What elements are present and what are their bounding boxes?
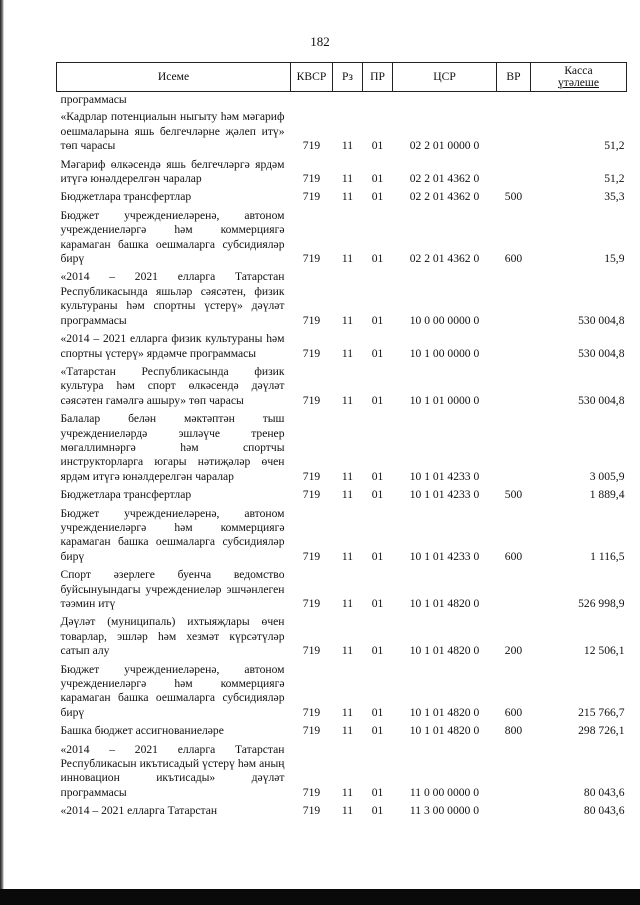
cell-name: Спорт әзерлеге буенча ведомство буйсынуындагы учреждениеләр эшчәнлеген тәэмин итү bbox=[60, 568, 285, 610]
scan-edge-left bbox=[0, 0, 4, 905]
cell-vr bbox=[497, 363, 531, 410]
cell-csr bbox=[393, 92, 497, 109]
cell-pr: 01 bbox=[371, 804, 384, 818]
cell-name: программасы bbox=[60, 93, 127, 106]
table-row bbox=[57, 486, 627, 504]
cell-pr: 01 bbox=[371, 644, 384, 658]
cell-pr: 01 bbox=[371, 705, 384, 719]
header-kassa-line1: Касса bbox=[564, 64, 593, 77]
page-number: 182 bbox=[310, 34, 330, 49]
cell-amount: 15,9 bbox=[604, 252, 625, 266]
table-row bbox=[57, 156, 627, 189]
cell-rz: 11 bbox=[341, 252, 354, 266]
cell-csr: 10 1 01 0000 0 bbox=[409, 393, 480, 407]
cell-name: Бюджетлара трансфертлар bbox=[60, 190, 192, 204]
cell-csr: 10 1 01 4233 0 bbox=[409, 469, 480, 483]
cell-vr: 600 bbox=[504, 252, 523, 266]
cell-csr: 02 2 01 4362 0 bbox=[409, 190, 480, 204]
scan-edge-bottom bbox=[0, 889, 640, 905]
cell-rz: 11 bbox=[341, 313, 354, 327]
cell-kvsr: 719 bbox=[302, 597, 321, 610]
cell-kvsr: 719 bbox=[302, 705, 321, 719]
cell-csr: 10 0 00 0000 0 bbox=[409, 313, 480, 327]
cell-amount: 80 043,6 bbox=[583, 785, 625, 799]
cell-name: «2014 – 2021 елларга Татарстан Республикасын икътисадый үстерү һәм аның инновацион икътисады» дәүләт программасы bbox=[60, 742, 285, 799]
cell-rz: 11 bbox=[341, 705, 354, 719]
table-row bbox=[57, 207, 627, 269]
cell-amount: 530 004,8 bbox=[578, 346, 625, 360]
cell-kvsr: 719 bbox=[302, 393, 321, 407]
cell-pr: 01 bbox=[371, 549, 384, 563]
cell-amount: 298 726,1 bbox=[578, 724, 625, 738]
cell-pr: 01 bbox=[371, 393, 384, 407]
cell-csr: 02 2 01 4362 0 bbox=[409, 172, 480, 186]
cell-name: Мәгариф өлкәсендә яшь белгечләргә ярдәм итүгә юнәлдерелгән чаралар bbox=[60, 157, 285, 186]
cell-name: «2014 – 2021 елларга Татарстан bbox=[60, 804, 218, 818]
header-pr: ПР bbox=[363, 63, 393, 92]
cell-vr: 600 bbox=[504, 705, 523, 719]
table-row bbox=[57, 722, 627, 740]
cell-rz: 11 bbox=[341, 804, 354, 818]
cell-name: Балалар белән мәктәптән тыш учреждениеләрдә эшләүче тренер мөгаллимнәргә һәм спортчы инструкторларга югары нәтиҗәләр өчен ярдәм итүгә юнәлдерелгән чаралар bbox=[60, 412, 285, 483]
cell-kvsr: 719 bbox=[302, 804, 321, 818]
header-kassa-line2: үтәлеше bbox=[557, 76, 599, 89]
table-row bbox=[57, 566, 627, 613]
cell-kvsr: 719 bbox=[302, 549, 321, 563]
header-kassa bbox=[531, 63, 627, 92]
cell-pr: 01 bbox=[371, 488, 384, 502]
cell-name: Башка бюджет ассигнованиеләре bbox=[60, 724, 224, 738]
cell-kvsr: 719 bbox=[302, 252, 321, 266]
cell-rz: 11 bbox=[341, 172, 354, 186]
table-row bbox=[57, 741, 627, 803]
cell-rz: 11 bbox=[341, 549, 354, 563]
cell-amount: 215 766,7 bbox=[578, 705, 625, 719]
cell-pr: 01 bbox=[371, 469, 384, 483]
cell-csr: 11 3 00 0000 0 bbox=[409, 804, 480, 818]
cell-vr bbox=[497, 92, 531, 109]
cell-amount: 12 506,1 bbox=[583, 644, 625, 658]
table-body bbox=[57, 92, 627, 821]
cell-rz bbox=[333, 92, 363, 109]
cell-csr: 10 1 01 4820 0 bbox=[409, 705, 480, 719]
cell-amount: 530 004,8 bbox=[578, 313, 625, 327]
cell-vr: 500 bbox=[504, 190, 523, 204]
cell-name: Бюджет учреждениеләренә, автоном учреждениеләргә һәм коммерциягә карамаган башка оешмаларга субсидияләр бирү bbox=[60, 208, 285, 266]
cell-pr: 01 bbox=[371, 139, 384, 153]
table-row bbox=[57, 268, 627, 330]
cell-rz: 11 bbox=[341, 393, 354, 407]
table-row bbox=[57, 661, 627, 723]
cell-vr bbox=[497, 741, 531, 803]
cell-vr: 200 bbox=[504, 644, 523, 658]
cell-rz: 11 bbox=[341, 469, 354, 483]
cell-amount: 51,2 bbox=[604, 139, 625, 153]
cell-rz: 11 bbox=[341, 597, 354, 610]
cell-kvsr bbox=[291, 92, 333, 109]
cell-csr: 10 1 01 4233 0 bbox=[409, 549, 480, 563]
cell-pr: 01 bbox=[371, 252, 384, 266]
cell-csr: 11 0 00 0000 0 bbox=[409, 785, 480, 799]
cell-csr: 02 2 01 4362 0 bbox=[409, 252, 480, 266]
cell-name: «2014 – 2021 елларга физик культураны һәм спортны үстерү» ярдәмче программасы bbox=[60, 332, 285, 360]
table-row bbox=[57, 92, 627, 109]
cell-name: «Татарстан Республикасында физик культура һәм спорт өлкәсендә дәүләт сәясәтен гамәлгә ашыру» төп чарасы bbox=[60, 364, 285, 407]
cell-amount: 35,3 bbox=[604, 190, 625, 204]
cell-kvsr: 719 bbox=[302, 724, 321, 738]
cell-csr: 10 1 01 4820 0 bbox=[409, 597, 480, 610]
cell-csr: 10 1 00 0000 0 bbox=[409, 346, 480, 360]
cell-amount: 1 889,4 bbox=[589, 488, 625, 502]
table-row bbox=[57, 363, 627, 410]
cell-csr: 02 2 01 0000 0 bbox=[409, 139, 480, 153]
cell-amount: 1 116,5 bbox=[590, 549, 625, 563]
cell-amount: 526 998,9 bbox=[578, 597, 625, 610]
table-row bbox=[57, 613, 627, 660]
cell-vr bbox=[497, 268, 531, 330]
cell-rz: 11 bbox=[341, 190, 354, 204]
cell-pr: 01 bbox=[371, 313, 384, 327]
table-row bbox=[57, 188, 627, 206]
cell-vr bbox=[497, 566, 531, 613]
cell-name: «Кадрлар потенциалын ныгыту һәм мәгариф оешмаларына яшь белгечләрне җәлеп итү» төп чарасы bbox=[60, 110, 285, 153]
cell-kvsr: 719 bbox=[302, 644, 321, 658]
table-row bbox=[57, 410, 627, 486]
cell-rz: 11 bbox=[341, 644, 354, 658]
table-row bbox=[57, 505, 627, 567]
cell-amount: 3 005,9 bbox=[589, 469, 625, 483]
cell-name: Бюджетлара трансфертлар bbox=[60, 488, 192, 502]
cell-kvsr: 719 bbox=[302, 172, 321, 186]
cell-pr: 01 bbox=[371, 346, 384, 360]
cell-pr: 01 bbox=[371, 190, 384, 204]
table-row bbox=[57, 108, 627, 155]
cell-kvsr: 719 bbox=[302, 785, 321, 799]
table-header bbox=[57, 63, 627, 92]
cell-pr: 01 bbox=[371, 172, 384, 186]
header-csr: ЦСР bbox=[393, 63, 497, 92]
cell-vr: 800 bbox=[504, 724, 523, 738]
budget-table bbox=[56, 62, 627, 821]
cell-csr: 10 1 01 4820 0 bbox=[409, 644, 480, 658]
cell-kvsr: 719 bbox=[302, 346, 321, 360]
cell-rz: 11 bbox=[341, 346, 354, 360]
cell-kvsr: 719 bbox=[302, 190, 321, 204]
cell-name: «2014 – 2021 елларга Татарстан Республикасында яшьләр сәясәтен, физик культураны һәм спортны үстерү» дәүләт программасы bbox=[60, 270, 285, 327]
cell-kvsr: 719 bbox=[302, 469, 321, 483]
header-name: Исеме bbox=[57, 63, 291, 92]
cell-pr: 01 bbox=[371, 724, 384, 738]
cell-rz: 11 bbox=[341, 139, 354, 153]
cell-amount: 51,2 bbox=[604, 172, 625, 186]
header-kvsr: КВСР bbox=[291, 63, 333, 92]
cell-csr: 10 1 01 4233 0 bbox=[409, 488, 480, 502]
cell-amount: 80 043,6 bbox=[583, 804, 625, 818]
cell-rz: 11 bbox=[341, 785, 354, 799]
cell-amount bbox=[531, 92, 627, 109]
cell-amount: 530 004,8 bbox=[578, 393, 625, 407]
cell-vr: 500 bbox=[504, 488, 523, 502]
cell-pr: 01 bbox=[371, 597, 384, 610]
cell-vr bbox=[497, 410, 531, 486]
table-row bbox=[57, 330, 627, 363]
cell-vr bbox=[497, 802, 531, 820]
table-row bbox=[57, 802, 627, 820]
cell-vr: 600 bbox=[504, 549, 523, 563]
cell-kvsr: 719 bbox=[302, 139, 321, 153]
cell-name: Бюджет учреждениеләренә, автоном учреждениеләргә һәм коммерциягә карамаган башка оешмаларга субсидияләр бирү bbox=[60, 506, 285, 563]
cell-rz: 11 bbox=[341, 488, 354, 502]
cell-name: Дәүләт (муниципаль) ихтыяҗлары өчен товарлар, эшләр һәм хезмәт күрсәтүләр сатып алу bbox=[60, 615, 285, 658]
cell-name: Бюджет учреждениеләренә, автоном учреждениеләргә һәм коммерциягә карамаган башка оешмаларга субсидияләр бирү bbox=[60, 662, 285, 719]
cell-kvsr: 719 bbox=[302, 488, 321, 502]
cell-rz: 11 bbox=[341, 724, 354, 738]
cell-vr bbox=[497, 108, 531, 155]
cell-kvsr: 719 bbox=[302, 313, 321, 327]
cell-vr bbox=[497, 330, 531, 363]
header-rz: Рз bbox=[333, 63, 363, 92]
header-vr: ВР bbox=[497, 63, 531, 92]
cell-csr: 10 1 01 4820 0 bbox=[409, 724, 480, 738]
cell-vr bbox=[497, 156, 531, 189]
cell-pr: 01 bbox=[371, 785, 384, 799]
cell-pr bbox=[363, 92, 393, 109]
